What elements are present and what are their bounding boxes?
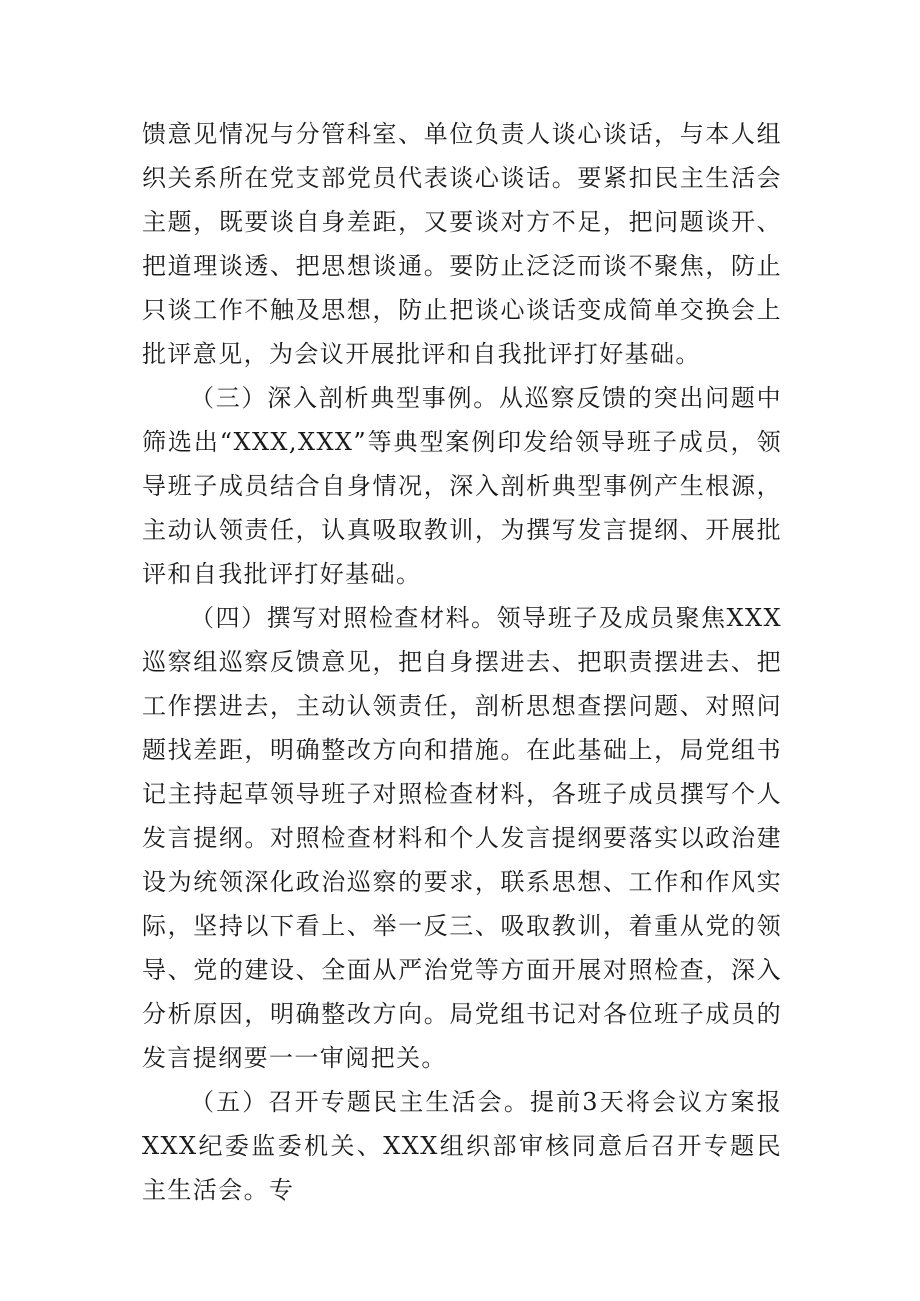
document-page (142, 112, 782, 1212)
paragraph-section-five: （五）召开专题民主生活会。提前3天将会议方案报XXX纪委监委机关、XXX组织部审核同意后召开专题民主生活会。专 (142, 1088, 782, 1204)
paragraph-talk-continuation: 馈意见情况与分管科室、单位负责人谈心谈话，与本人组织关系所在党支部党员代表谈心谈话。要紧扣民主生活会主题，既要谈自身差距，又要谈对方不足，把问题谈开、把道理谈透、把思想谈通。要防止泛泛而谈不聚焦，防止只谈工作不触及思想，防止把谈心谈话变成简单交换会上批评意见，为会议开展批评和自我批评打好基础。 (142, 120, 782, 368)
paragraph-section-three: （三）深入剖析典型事例。从巡察反馈的突出问题中筛选出“XXX,XXX”等典型案例印发给领导班子成员，领导班子成员结合自身情况，深入剖析典型事例产生根源，主动认领责任，认真吸取教训，为撰写发言提纲、开展批评和自我批评打好基础。 (142, 384, 782, 588)
paragraph-section-four: （四）撰写对照检查材料。领导班子及成员聚焦XXX巡察组巡察反馈意见，把自身摆进去、把职责摆进去、把工作摆进去，主动认领责任，剖析思想查摆问题、对照问题找差距，明确整改方向和措施。在此基础上，局党组书记主持起草领导班子对照检查材料，各班子成员撰写个人发言提纲。对照检查材料和个人发言提纲要落实以政治建设为统领深化政治巡察的要求，联系思想、工作和作风实际，坚持以下看上、举一反三、吸取教训，着重从党的领导、党的建设、全面从严治党等方面开展对照检查，深入分析原因，明确整改方向。局党组书记对各位班子成员的发言提纲要一一审阅把关。 (142, 604, 782, 1072)
